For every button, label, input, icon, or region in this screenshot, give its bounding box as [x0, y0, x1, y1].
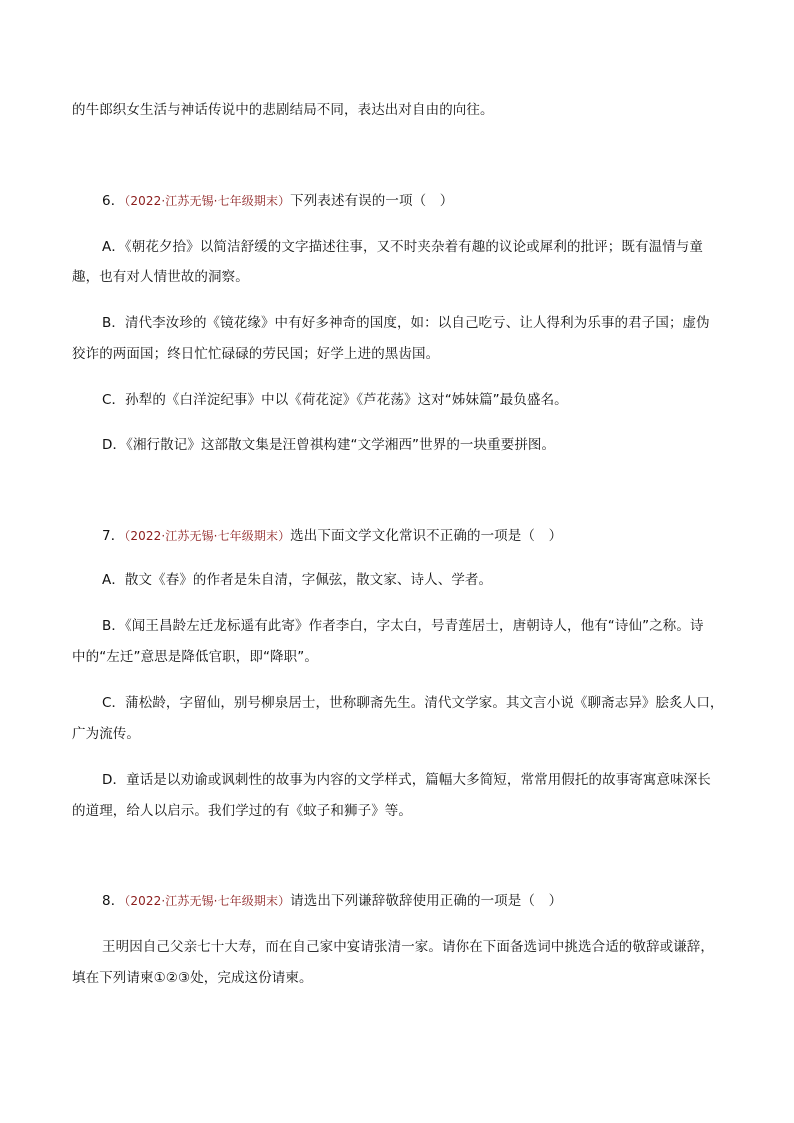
- q6-option-c: C．孙犁的《白洋淀纪事》中以《荷花淀》《芦花荡》这对“姊妹篇”最负盛名。: [102, 392, 568, 408]
- q7-option-b-line-1: B．《闻王昌龄左迁龙标遥有此寄》作者李白，字太白，号青莲居士，唐朝诗人，他有“诗仙”之称。诗: [102, 618, 704, 634]
- question-number: 8．: [102, 893, 125, 909]
- q6-option-b-line-1: B．清代李汝珍的《镜花缘》中有好多神奇的国度，如：以自己吃亏、让人得利为乐事的君子国；虚伪: [102, 315, 710, 331]
- question-source: （2022·江苏无锡·七年级期末）: [124, 529, 291, 543]
- question-8-header: [102, 892, 562, 910]
- question-stem: 选出下面文学文化常识不正确的一项是（ ）: [290, 528, 563, 544]
- q7-option-b-line-2: 中的“左迁”意思是降低官职，即“降职”。: [72, 649, 318, 665]
- q8-passage-line-1: 王明因自己父亲七十大寿，而在自己家中宴请张清一家。请你在下面备选词中挑选合适的敬辞或谦辞，: [102, 939, 714, 955]
- question-7-header: [102, 527, 562, 545]
- q8-passage-line-2: 填在下列请柬①②③处，完成这份请柬。: [72, 970, 313, 986]
- question-number: 7．: [102, 528, 125, 544]
- q7-option-c-line-1: C．蒲松龄，字留仙，别号柳泉居士，世称聊斋先生。清代文学家。其文言小说《聊斋志异》脍炙人口，: [102, 695, 724, 711]
- q6-option-d: D．《湘行散记》这部散文集是汪曾祺构建“文学湘西”世界的一块重要拼图。: [102, 437, 556, 453]
- question-source: （2022·江苏无锡·七年级期末）: [124, 194, 291, 208]
- question-6-header: [102, 192, 453, 210]
- intro-text: 的牛郎织女生活与神话传说中的悲剧结局不同，表达出对自由的向往。: [72, 102, 494, 118]
- q6-option-b-line-2: 狡诈的两面国；终日忙忙碌碌的劳民国；好学上进的黑齿国。: [72, 346, 440, 362]
- q7-option-d-line-2: 的道理，给人以启示。我们学过的有《蚊子和狮子》等。: [72, 803, 412, 819]
- q6-option-a-line-2: 趣，也有对人情世故的洞察。: [72, 269, 249, 285]
- question-stem: 请选出下列谦辞敬辞使用正确的一项是（ ）: [290, 893, 563, 909]
- q7-option-c-line-2: 广为流传。: [72, 726, 140, 742]
- question-source: （2022·江苏无锡·七年级期末）: [124, 894, 291, 908]
- q6-option-a-line-1: A．《朝花夕拾》以简洁舒缓的文字描述往事，又不时夹杂着有趣的议论或犀利的批评；既有温情与童: [102, 239, 703, 255]
- q7-option-d-line-1: D．童话是以劝谕或讽刺性的故事为内容的文学样式，篇幅大多简短，常常用假托的故事寄寓意味深长: [102, 772, 711, 788]
- question-number: 6．: [102, 193, 125, 209]
- question-stem: 下列表述有误的一项（ ）: [290, 193, 454, 209]
- q7-option-a: A．散文《春》的作者是朱自清，字佩弦，散文家、诗人、学者。: [102, 572, 493, 588]
